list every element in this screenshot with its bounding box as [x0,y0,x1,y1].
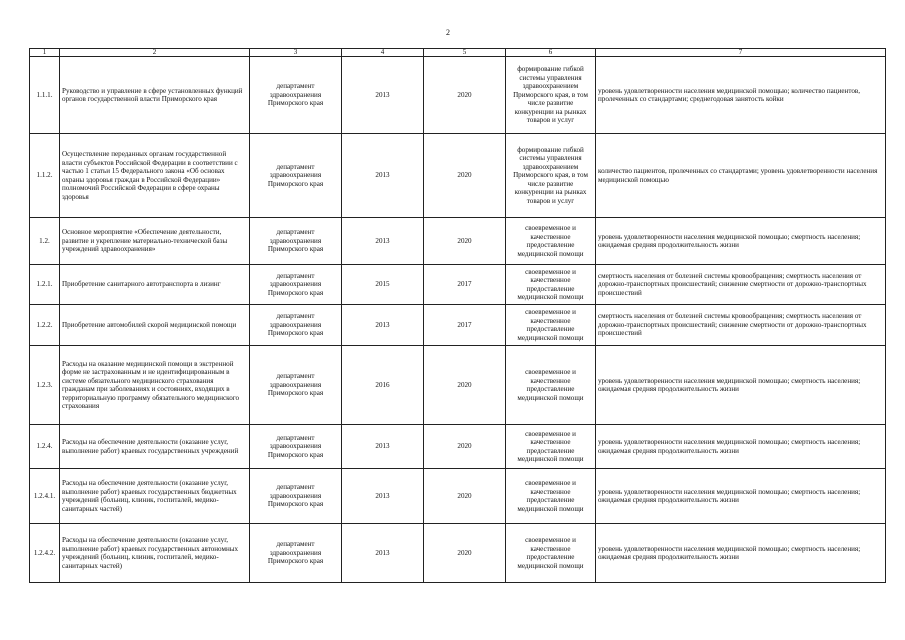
executor: департамент здравоохранения Приморского края [250,305,342,346]
end-year: 2020 [424,134,506,218]
table-row [30,305,886,346]
indicators: смертность населения от болезней системы кровообращения; смертность населения от дорожно-транспортных происшествий; снижение смертности от дорожно-транспортных происшествий [596,305,886,346]
start-year: 2013 [342,134,424,218]
executor: департамент здравоохранения Приморского края [250,346,342,425]
end-year: 2020 [424,218,506,265]
expected-result: своевременное и качественное предоставление медицинской помощи [506,524,596,583]
start-year: 2015 [342,265,424,305]
column-number-row [30,49,886,57]
activity-name: Расходы на обеспечение деятельности (оказание услуг, выполнение работ) краевых государственных учреждений [60,425,250,469]
end-year: 2020 [424,57,506,134]
column-number: 1 [30,49,60,57]
end-year: 2017 [424,265,506,305]
table-row [30,265,886,305]
end-year: 2020 [424,346,506,425]
executor: департамент здравоохранения Приморского края [250,134,342,218]
column-number: 7 [596,49,886,57]
table-row [30,425,886,469]
activity-name: Руководство и управление в сфере установленных функций органов государственной власти Приморского края [60,57,250,134]
activity-name: Расходы на обеспечение деятельности (оказание услуг, выполнение работ) краевых государственных автономных учреждений (больниц, клиник, госпиталей, медико-санитарных частей) [60,524,250,583]
activity-name: Расходы на обеспечение деятельности (оказание услуг, выполнение работ) краевых государственных бюджетных учреждений (больниц, клиник, госпиталей, медико-санитарных частей) [60,469,250,524]
indicators: уровень удовлетворенности населения медицинской помощью; смертность населения; ожидаемая средняя продолжительность жизни [596,524,886,583]
item-number: 1.2.4.2. [30,524,60,583]
column-number: 4 [342,49,424,57]
executor: департамент здравоохранения Приморского края [250,469,342,524]
item-number: 1.1.1. [30,57,60,134]
item-number: 1.2.1. [30,265,60,305]
item-number: 1.2.3. [30,346,60,425]
start-year: 2013 [342,305,424,346]
expected-result: своевременное и качественное предоставление медицинской помощи [506,305,596,346]
end-year: 2017 [424,305,506,346]
column-number: 3 [250,49,342,57]
indicators: уровень удовлетворенности населения медицинской помощью; смертность населения; ожидаемая средняя продолжительность жизни [596,346,886,425]
indicators: уровень удовлетворенности населения медицинской помощью; смертность населения; ожидаемая средняя продолжительность жизни [596,218,886,265]
executor: департамент здравоохранения Приморского края [250,425,342,469]
executor: департамент здравоохранения Приморского края [250,57,342,134]
activity-name: Приобретение санитарного автотранспорта в лизинг [60,265,250,305]
column-number: 2 [60,49,250,57]
table-row [30,469,886,524]
table-row [30,346,886,425]
start-year: 2013 [342,425,424,469]
page-number: 2 [446,28,450,37]
start-year: 2013 [342,469,424,524]
start-year: 2013 [342,524,424,583]
program-activities-table [29,48,886,583]
start-year: 2013 [342,57,424,134]
activity-name: Осуществление переданных органам государственной власти субъектов Российской Федерации в соответствии с частью 1 статьи 15 Федерального закона «Об основах охраны здоровья граждан в Российской Федерации» полномочий Российской Федерации в сфере охраны здоровья [60,134,250,218]
indicators: уровень удовлетворенности населения медицинской помощью; количество пациентов, пролеченных со стандартами; среднегодовая занятость койки [596,57,886,134]
executor: департамент здравоохранения Приморского края [250,524,342,583]
indicators: уровень удовлетворенности населения медицинской помощью; смертность населения; ожидаемая средняя продолжительность жизни [596,425,886,469]
table-row [30,524,886,583]
expected-result: своевременное и качественное предоставление медицинской помощи [506,469,596,524]
activity-name: Расходы на оказание медицинской помощи в экстренной форме не застрахованным и не идентифицированным в системе обязательного медицинского страхования гражданам при заболеваниях и состояниях, входящих в территориальную программу обязательного медицинского страхования [60,346,250,425]
table-row [30,218,886,265]
expected-result: своевременное и качественное предоставление медицинской помощи [506,346,596,425]
expected-result: своевременное и качественное предоставление медицинской помощи [506,218,596,265]
indicators: уровень удовлетворенности населения медицинской помощью; смертность населения; ожидаемая средняя продолжительность жизни [596,469,886,524]
activity-name: Приобретение автомобилей скорой медицинской помощи [60,305,250,346]
column-number: 5 [424,49,506,57]
table-row [30,134,886,218]
table-row [30,57,886,134]
item-number: 1.1.2. [30,134,60,218]
item-number: 1.2.4.1. [30,469,60,524]
executor: департамент здравоохранения Приморского края [250,265,342,305]
activity-name: Основное мероприятие «Обеспечение деятельности, развитие и укрепление материально-технической базы учреждений здравоохранения» [60,218,250,265]
column-number: 6 [506,49,596,57]
item-number: 1.2.2. [30,305,60,346]
start-year: 2013 [342,218,424,265]
expected-result: своевременное и качественное предоставление медицинской помощи [506,265,596,305]
expected-result: своевременное и качественное предоставление медицинской помощи [506,425,596,469]
expected-result: формирование гибкой системы управления здравоохранением Приморского края, в том числе развитие конкуренции на рынках товаров и услуг [506,57,596,134]
indicators: количество пациентов, пролеченных со стандартами; уровень удовлетворенности населения медицинской помощью [596,134,886,218]
indicators: смертность населения от болезней системы кровообращения; смертность населения от дорожно-транспортных происшествий; снижение смертности от дорожно-транспортных происшествий [596,265,886,305]
end-year: 2020 [424,425,506,469]
end-year: 2020 [424,524,506,583]
expected-result: формирование гибкой системы управления здравоохранением Приморского края, в том числе развитие конкуренции на рынках товаров и услуг [506,134,596,218]
item-number: 1.2. [30,218,60,265]
executor: департамент здравоохранения Приморского края [250,218,342,265]
item-number: 1.2.4. [30,425,60,469]
end-year: 2020 [424,469,506,524]
start-year: 2016 [342,346,424,425]
